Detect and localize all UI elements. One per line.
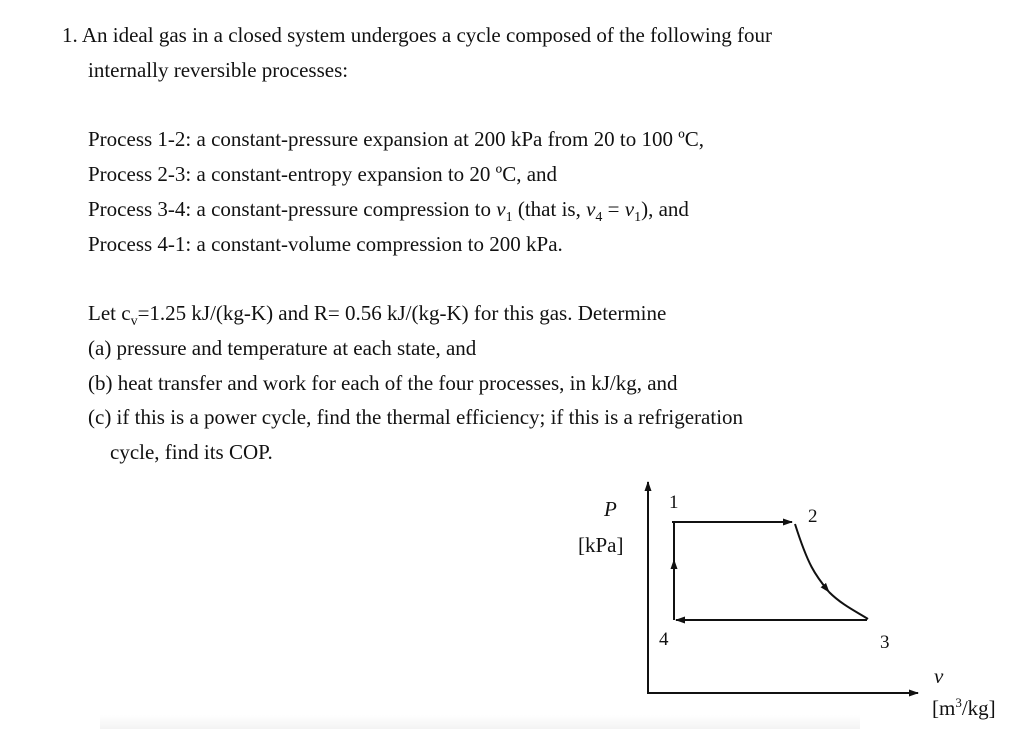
state-4-label: 4	[659, 629, 669, 650]
state-1-label: 1	[669, 492, 679, 513]
task-b: (b) heat transfer and work for each of the four processes, in kJ/kg, and	[88, 371, 678, 395]
process-2-3-curve-a	[795, 524, 829, 592]
given-text-a: Let c	[88, 301, 131, 325]
problem-number: 1.	[62, 23, 78, 47]
var-v1: v	[624, 197, 635, 221]
process-label: Process 3-4:	[88, 197, 192, 221]
x-axis-symbol: v	[934, 664, 944, 688]
y-axis-unit: [kPa]	[578, 533, 624, 557]
process-2-3-curve-b	[829, 592, 868, 619]
task-c-continued: cycle, find its COP.	[110, 440, 273, 464]
process-label: Process 4-1:	[88, 232, 192, 256]
process-text: a constant-entropy expansion to 20 ºC, and	[196, 162, 558, 186]
process-text: a constant-pressure expansion at 200 kPa from 20 to 100 ºC,	[196, 127, 704, 151]
process-text-b: (that is,	[512, 197, 587, 221]
x-axis-unit-a: [m	[932, 696, 956, 720]
state-2-label: 2	[808, 506, 818, 527]
bottom-fade	[100, 715, 860, 729]
equals: =	[602, 197, 625, 221]
var-v: v	[496, 197, 506, 221]
process-text-c: ), and	[641, 197, 689, 221]
problem-intro-line-2: internally reversible processes:	[88, 58, 349, 82]
given-text-b: =1.25 kJ/(kg-K) and R= 0.56 kJ/(kg-K) for this gas. Determine	[137, 301, 667, 325]
state-3-label: 3	[880, 632, 890, 653]
sub-1b: 1	[634, 210, 642, 226]
problem-intro-text: An ideal gas in a closed system undergoes a cycle composed of the following four	[81, 23, 772, 47]
sub-4: 4	[595, 210, 603, 226]
var-v4: v	[586, 197, 596, 221]
sub-1: 1	[505, 210, 513, 226]
process-label: Process 1-2:	[88, 127, 192, 151]
process-label: Process 2-3:	[88, 162, 192, 186]
task-c: (c) if this is a power cycle, find the thermal efficiency; if this is a refrigeration	[88, 405, 744, 429]
x-axis-unit-sup: 3	[955, 695, 962, 710]
task-a: (a) pressure and temperature at each state, and	[88, 336, 477, 360]
process-text-a: a constant-pressure compression to	[196, 197, 497, 221]
x-axis-unit	[932, 695, 996, 720]
y-axis-symbol: P	[604, 497, 617, 521]
given-sub: v	[130, 314, 138, 330]
x-axis-unit-b: /kg]	[961, 696, 996, 720]
process-text: a constant-volume compression to 200 kPa.	[196, 232, 563, 256]
